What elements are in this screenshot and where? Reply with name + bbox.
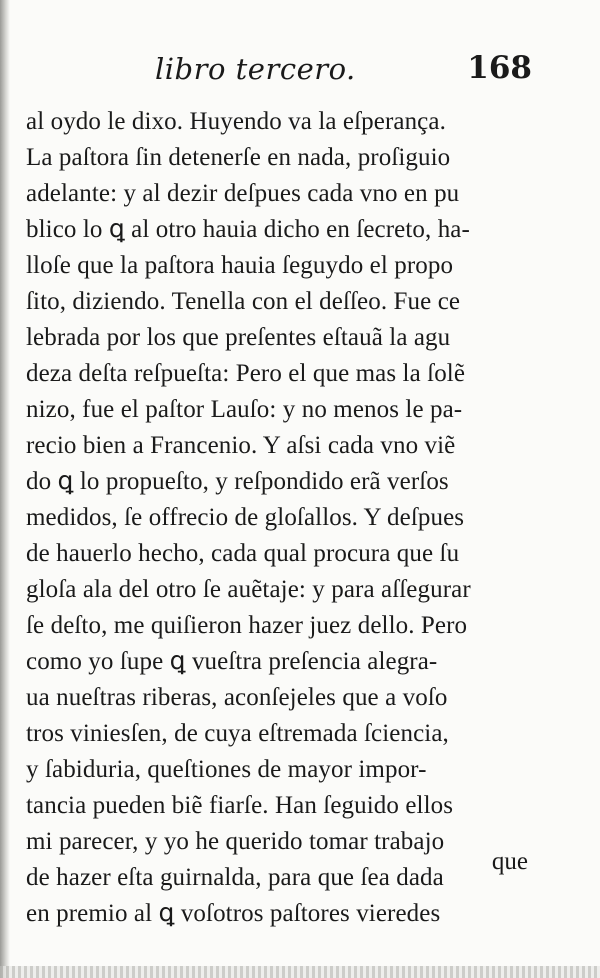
page-header	[60, 52, 530, 92]
text-line: lloſe que la paſtora hauia ſeguydo el propo	[26, 252, 454, 279]
text-line: al oydo le dixo. Huyendo va la eſperança.	[26, 108, 446, 135]
text-line: y ſabiduria, queſtiones de mayor impor-	[26, 756, 427, 783]
text-line: deza deſta reſpueſta: Pero el que mas la ſolẽ	[26, 360, 466, 387]
text-line: do ꝗ lo propueſto, y reſpondido erã verſos	[26, 468, 449, 495]
text-line: ſe deſto, me quiſieron hazer juez dello. Pero	[26, 612, 468, 639]
text-line: nizo, fue el paſtor Lauſo: y no menos le pa-	[26, 396, 463, 423]
text-line: ſito, diziendo. Tenella con el deſſeo. Fue ce	[26, 288, 461, 315]
text-line: tros viniesſen, de cuya eſtremada ſciencia,	[26, 720, 449, 747]
text-line: medidos, ſe offrecio de gloſallos. Y deſpues	[26, 504, 465, 531]
binding-shadow	[0, 0, 10, 978]
page-bottom-edge	[0, 966, 600, 978]
text-line: como yo ſupe ꝗ vueſtra preſencia alegra-	[26, 648, 438, 675]
text-line: tancia pueden biẽ fiarſe. Han ſeguido ellos	[26, 792, 454, 819]
text-line: recio bien a Francenio. Y aſsi cada vno viẽ	[26, 432, 456, 459]
text-line: adelante: y al dezir deſpues cada vno en pu	[26, 180, 460, 207]
text-line: gloſa ala del otro ſe auẽtaje: y para aſſegurar	[26, 576, 471, 603]
catchword: que	[491, 848, 528, 875]
text-line: de hazer eſta guirnalda, para que ſea dada	[26, 864, 444, 891]
text-line: blico lo ꝗ al otro hauia dicho en ſecreto, ha-	[26, 216, 470, 243]
text-line: en premio al ꝗ voſotros paſtores vieredes	[26, 900, 441, 927]
running-title: libro tercero.	[155, 52, 356, 86]
text-line: ua nueſtras riberas, aconſejeles que a voſo	[26, 684, 448, 711]
text-line: lebrada por los que preſentes eſtauã la agu	[26, 324, 451, 351]
body-text	[26, 104, 526, 932]
text-line: mi parecer, y yo he querido tomar trabajo	[26, 828, 445, 855]
text-line: La paſtora ſin detenerſe en nada, proſiguio	[26, 144, 451, 171]
page-number: 168	[467, 50, 532, 86]
text-line: de hauerlo hecho, cada qual procura que ſu	[26, 540, 460, 567]
